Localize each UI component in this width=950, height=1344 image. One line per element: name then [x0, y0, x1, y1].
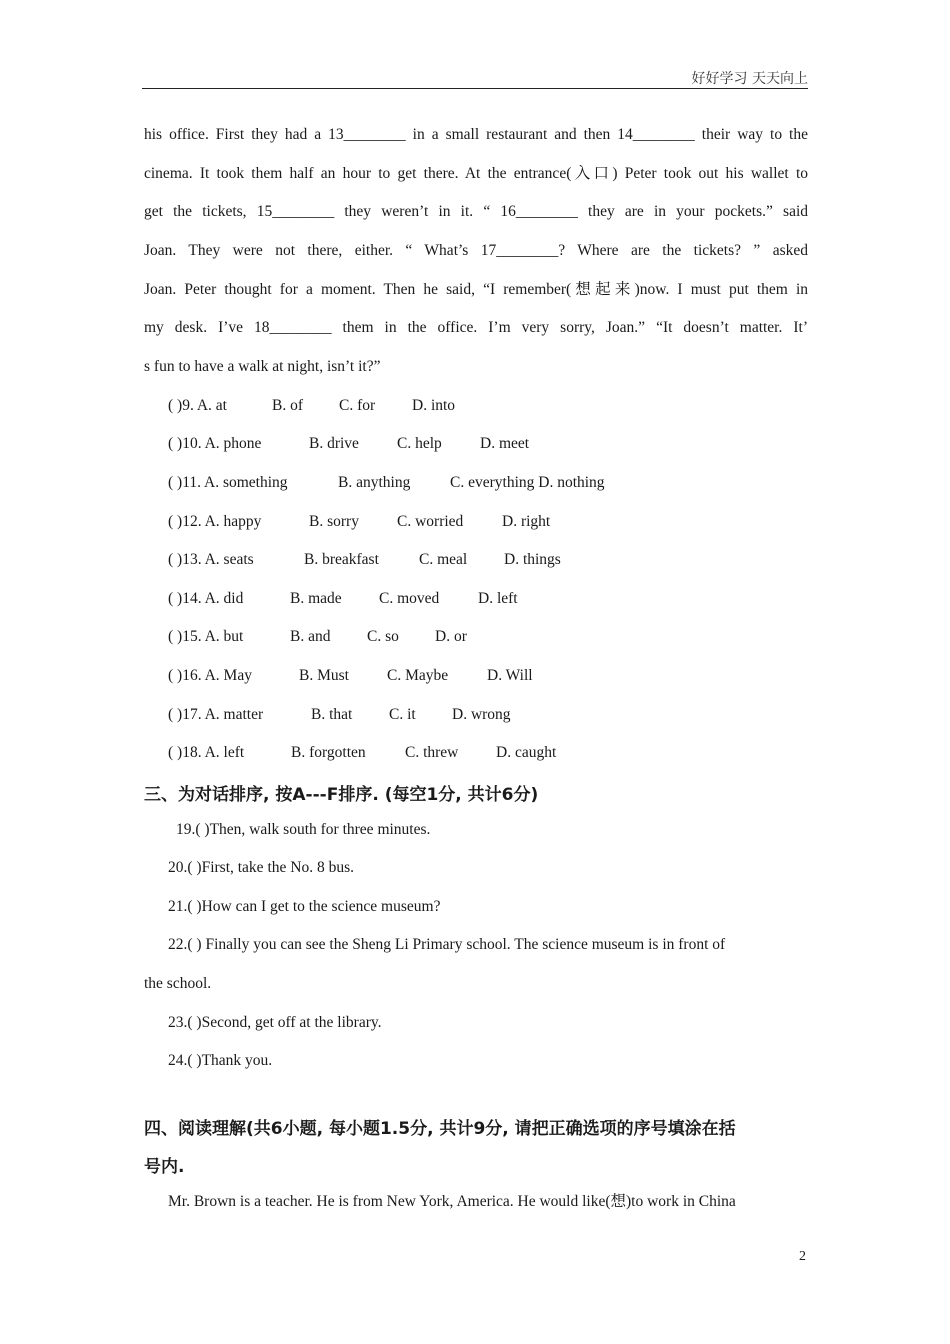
question-option-d: D. into [412, 397, 456, 414]
passage-line: Joan. They were not there, either. “ What’s 17________? Where are the tickets? ” asked [144, 242, 808, 259]
question-option-b: B. Must [299, 667, 349, 684]
question-row [168, 512, 550, 532]
question-option-c: C. for [339, 397, 376, 414]
question-option-b: B. and [290, 628, 331, 645]
question-option-a: ( )12. A. happy [168, 513, 262, 530]
question-option-c: C. everything D. nothing [450, 474, 605, 491]
question-row [168, 743, 556, 763]
dialogue-item: 19.( )Then, walk south for three minutes. [176, 821, 431, 838]
question-option-b: B. forgotten [291, 744, 366, 761]
question-option-d: D. wrong [452, 706, 511, 723]
section4-heading-cont: 号内. [144, 1157, 185, 1177]
question-option-d: D. things [504, 551, 561, 568]
question-row [168, 705, 511, 725]
question-row [168, 589, 518, 609]
question-row [168, 550, 561, 570]
question-option-c: C. meal [419, 551, 468, 568]
question-option-c: C. it [389, 706, 416, 723]
question-option-a: ( )17. A. matter [168, 706, 264, 723]
question-option-d: D. meet [480, 435, 530, 452]
question-option-b: B. sorry [309, 513, 359, 530]
question-option-c: C. help [397, 435, 442, 452]
question-option-d: D. or [435, 628, 467, 645]
question-option-b: B. breakfast [304, 551, 379, 568]
question-option-a: ( )14. A. did [168, 590, 244, 607]
question-option-a: ( )15. A. but [168, 628, 244, 645]
dialogue-item: 21.( )How can I get to the science museum? [168, 898, 441, 915]
page-number: 2 [799, 1249, 806, 1264]
question-option-a: ( )16. A. May [168, 667, 252, 684]
question-option-c: C. threw [405, 744, 459, 761]
dialogue-item: 24.( )Thank you. [168, 1052, 273, 1069]
question-option-d: D. caught [496, 744, 557, 761]
page-header [142, 66, 808, 89]
passage-line: Joan. Peter thought for a moment. Then he said, “I remember(想起来)now. I must put them in [144, 281, 808, 298]
question-option-d: D. left [478, 590, 518, 607]
dialogue-item: 23.( )Second, get off at the library. [168, 1014, 382, 1031]
question-option-a: ( )18. A. left [168, 744, 245, 761]
passage-line: s fun to have a walk at night, isn’t it?” [144, 358, 381, 375]
question-option-b: B. that [311, 706, 353, 723]
question-option-b: B. of [272, 397, 303, 414]
passage-line: cinema. It took them half an hour to get there. At the entrance(入口) Peter took out his wallet to [144, 165, 808, 182]
question-option-a: ( )11. A. something [168, 474, 288, 491]
passage-line: my desk. I’ve 18________ them in the office. I’m very sorry, Joan.” “It doesn’t matter. It’ [144, 319, 808, 336]
question-option-c: C. moved [379, 590, 440, 607]
passage-line: his office. First they had a 13________ in a small restaurant and then 14________ their way to the [144, 126, 808, 143]
question-option-a: ( )10. A. phone [168, 435, 262, 452]
question-option-d: D. right [502, 513, 551, 530]
question-option-b: B. drive [309, 435, 359, 452]
question-row [168, 434, 529, 454]
section4-heading: 四、阅读理解(共6小题, 每小题1.5分, 共计9分, 请把正确选项的序号填涂在括 [144, 1119, 736, 1139]
header-motto: 好好学习 天天向上 [691, 71, 808, 87]
question-option-a: ( )9. A. at [168, 397, 227, 414]
section3-heading: 三、为对话排序, 按A---F排序. (每空1分, 共计6分) [144, 785, 539, 805]
question-option-a: ( )13. A. seats [168, 551, 254, 568]
question-option-b: B. anything [338, 474, 411, 491]
dialogue-item: 22.( ) Finally you can see the Sheng Li Primary school. The science museum is in front of [168, 936, 726, 953]
question-option-c: C. so [367, 628, 399, 645]
dialogue-item: 20.( )First, take the No. 8 bus. [168, 859, 354, 876]
question-option-b: B. made [290, 590, 342, 607]
question-row [168, 627, 467, 647]
question-option-c: C. Maybe [387, 667, 449, 684]
reading-text: Mr. Brown is a teacher. He is from New York, America. He would like(想)to work in China [168, 1193, 736, 1210]
question-option-c: C. worried [397, 513, 464, 530]
question-row [168, 473, 605, 493]
passage-line: get the tickets, 15________ they weren’t in it. “ 16________ they are in your pockets.” said [144, 203, 808, 220]
question-row [168, 666, 533, 686]
question-row [168, 396, 455, 416]
dialogue-item: the school. [144, 975, 212, 992]
question-option-d: D. Will [487, 667, 533, 684]
